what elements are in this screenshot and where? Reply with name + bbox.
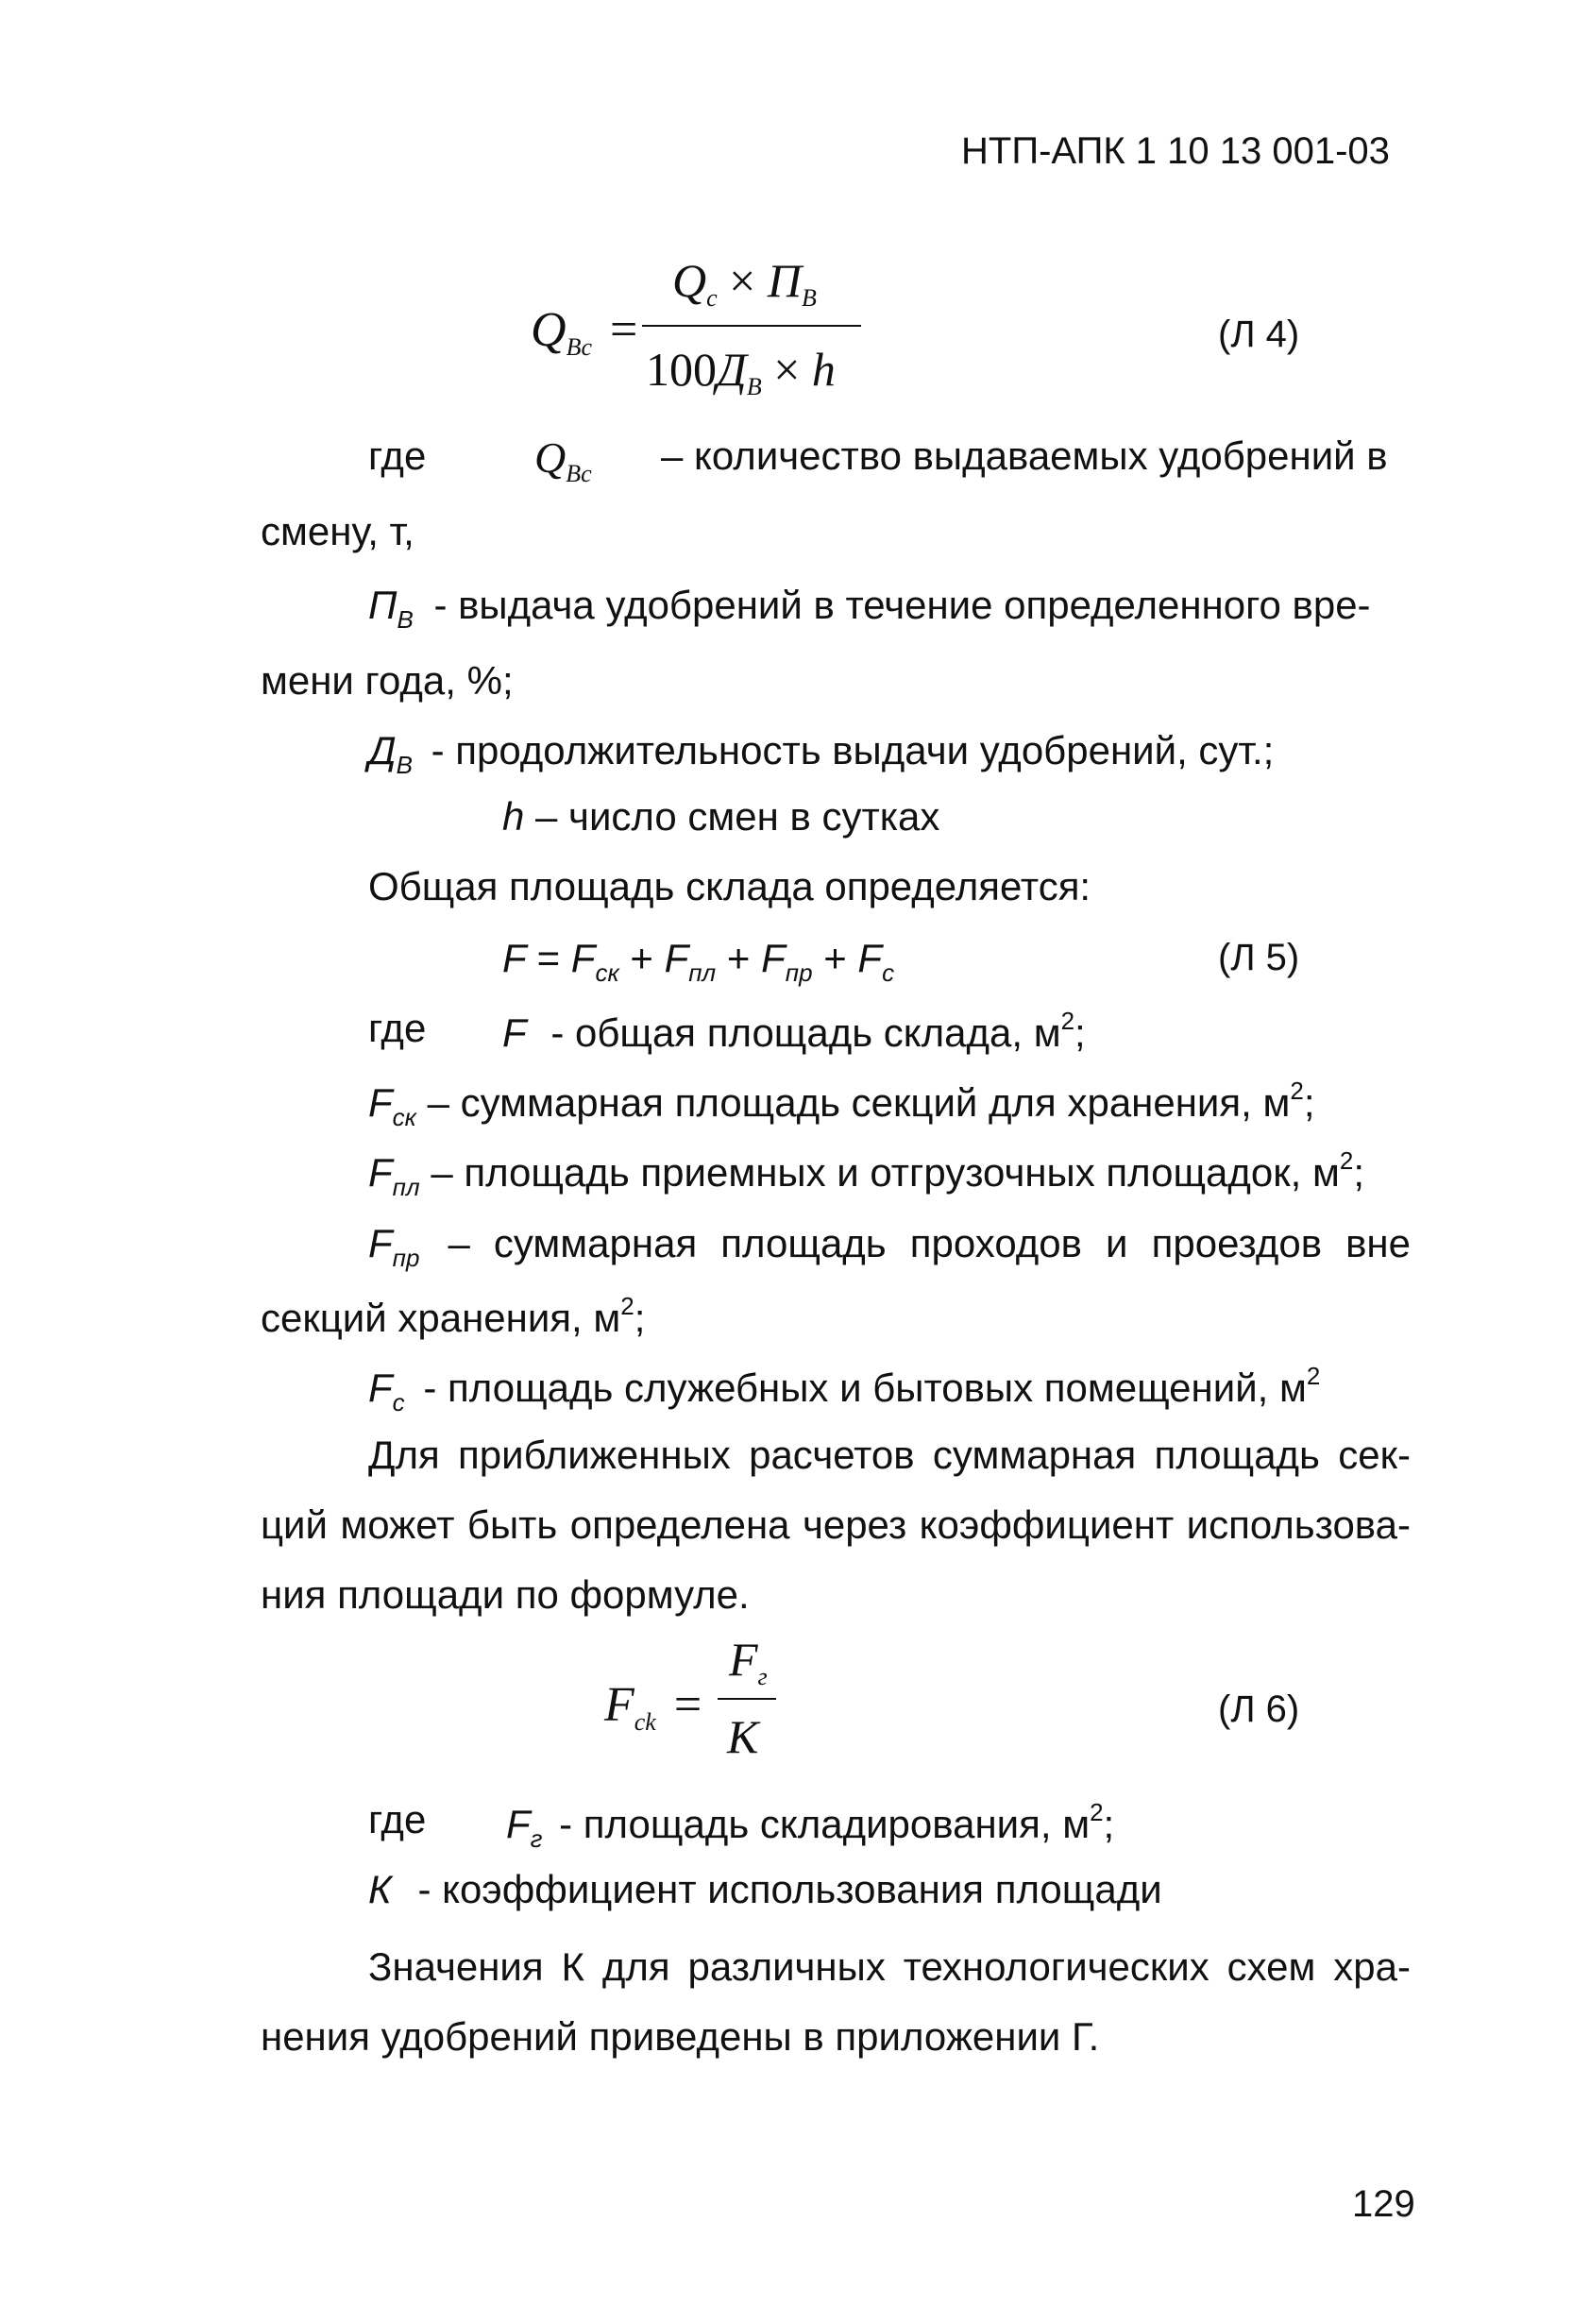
- k-paragraph-line2: нения удобрений приведены в приложении Г.: [261, 2014, 1100, 2059]
- where-label-1: где: [368, 433, 427, 478]
- k-paragraph-line1: Значения К для различных технологических схем хра-: [368, 1944, 1411, 1989]
- formula-l4-eq: =: [609, 303, 638, 357]
- where-label-2: где: [368, 1006, 427, 1050]
- document-code: НТП-АПК 1 10 13 001-03: [961, 130, 1390, 172]
- d-definition-line: $Д_В$ - продолжительность выдачи удобрений, сут.;: [368, 728, 1275, 779]
- f-definition-line: F - общая площадь склада, $м^2$;: [502, 1007, 1086, 1055]
- approx-paragraph-line1: Для приближенных расчетов суммарная площадь сек-: [368, 1433, 1411, 1477]
- formula-l6-denominator: K: [727, 1710, 759, 1763]
- fpl-definition-line: $F_{пл}$ – площадь приемных и отгрузочных площадок, $м^2$;: [368, 1146, 1364, 1201]
- formula-l5-label: (Л 5): [1218, 937, 1300, 978]
- q-definition: – количество выдаваемых удобрений в: [661, 433, 1388, 478]
- formula-l4-numerator: $Q_с \times П_В$: [672, 254, 817, 312]
- formula-l6-fraction-bar: [718, 1698, 776, 1700]
- formula-l4-lhs-sub: Вс: [566, 333, 592, 361]
- total-area-intro: Общая площадь склада определяется:: [368, 864, 1091, 908]
- formula-l6-lhs: F: [604, 1678, 634, 1732]
- fpr-definition-line: $F_{пр}$ – суммарная площадь проходов и проездов вне: [368, 1221, 1411, 1272]
- formula-l4-label: (Л 4): [1218, 314, 1300, 355]
- p-definition-line: $П_В$ - выдача удобрений в течение определенного вре-: [368, 583, 1371, 634]
- k-definition-line: К - коэффициент использования площади: [368, 1867, 1162, 1911]
- where-label-3: где: [368, 1797, 427, 1841]
- formula-l6-numerator: $F_г$: [729, 1633, 768, 1690]
- fsk-definition-line: $F_{ск}$ – суммарная площадь секций для хранения, $м^2$;: [368, 1077, 1315, 1131]
- formula-l5: $F = F_{ск} + F_{пл} + F_{пр} + F_с$: [502, 936, 895, 987]
- q-definition-cont: смену, т,: [261, 509, 414, 553]
- h-definition-line: h – число смен в сутках: [502, 794, 940, 839]
- formula-l6-label: (Л 6): [1218, 1688, 1300, 1730]
- formula-l4-fraction-bar: [642, 325, 861, 327]
- approx-paragraph-line3: ния площади по формуле.: [261, 1572, 750, 1617]
- fc-definition-line: $F_с$ - площадь служебных и бытовых помещений, $м^2$: [368, 1362, 1321, 1416]
- symbol-q-vs: $Q_{Вс}$: [534, 433, 592, 487]
- formula-l4-denominator: $100Д_В \times h$: [646, 343, 836, 400]
- page-number: 129: [1352, 2183, 1415, 2225]
- formula-l4-lhs: Q: [531, 303, 567, 357]
- p-definition-cont: мени года, %;: [261, 658, 514, 703]
- approx-paragraph-line2: ций может быть определена через коэффициент использова-: [261, 1502, 1411, 1547]
- fg-definition-line: $F_г$ - площадь складирования, $м^2$;: [506, 1798, 1115, 1853]
- fpr-definition-cont: секций хранения, $м^2$;: [261, 1292, 646, 1340]
